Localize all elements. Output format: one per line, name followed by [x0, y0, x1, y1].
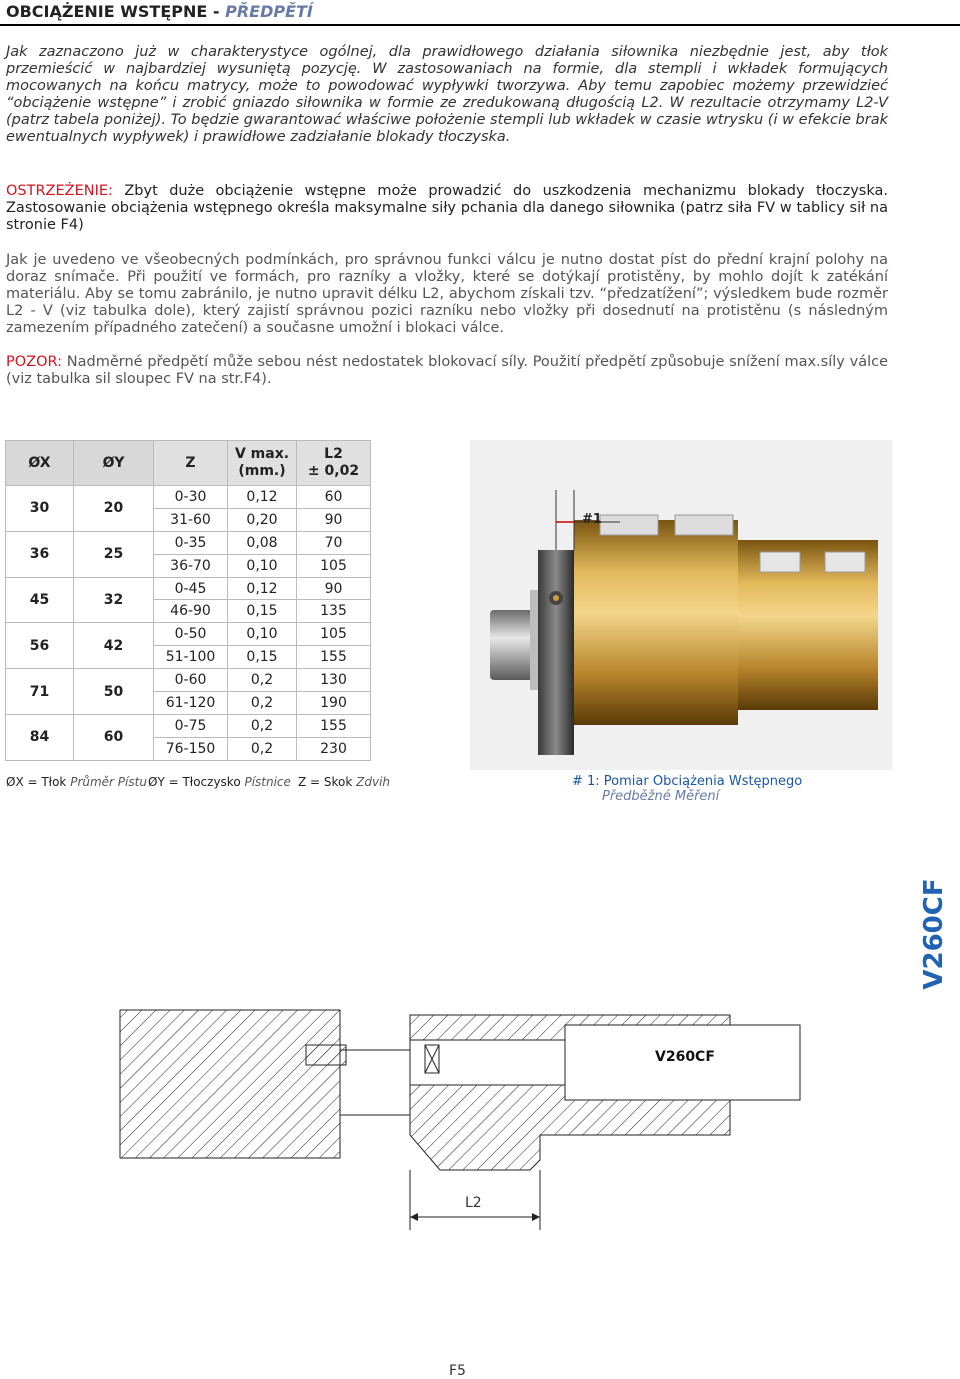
header-l2-line2: ± 0,02 [307, 463, 360, 479]
table-row [6, 531, 371, 554]
cell-piston-diameter: 56 [6, 623, 74, 669]
legend-oy [148, 775, 291, 789]
photo-caption [572, 774, 802, 804]
page-number: F5 [449, 1363, 466, 1379]
header-l2 [297, 441, 371, 486]
dim-label-l2: L2 [465, 1195, 482, 1211]
cell-vmax: 0,08 [228, 531, 297, 554]
cell-stroke: 51-100 [154, 646, 228, 669]
cell-stroke: 0-35 [154, 531, 228, 554]
cell-stroke: 0-30 [154, 486, 228, 509]
cell-piston-diameter: 45 [6, 577, 74, 623]
table-row [6, 669, 371, 692]
cell-piston-diameter: 84 [6, 714, 74, 760]
header-v-line1: V max. [234, 446, 290, 462]
warning-pl-label: OSTRZEŻENIE: [6, 183, 113, 199]
cell-rod-diameter: 50 [74, 669, 154, 715]
legend-z [298, 775, 390, 789]
cell-stroke: 61-120 [154, 692, 228, 715]
cell-l2: 90 [297, 577, 371, 600]
title-pl: OBCIĄŻENIE WSTĘPNE - [6, 2, 226, 21]
title-rule [0, 24, 960, 26]
warning-pl [6, 183, 888, 234]
warning-pl-text: Zbyt duże obciążenie wstępne może prowadzić do uszkodzenia mechanizmu blokady tłoczyska. Zastosowanie obciążenia wstępnego określa maksymalne siły pchania dla danego siłownika (patrz siła FV w tablicy sił na stronie F4) [6, 183, 888, 233]
cell-vmax: 0,2 [228, 692, 297, 715]
legend-z-cz: Zdvih [356, 775, 391, 789]
drawing-model-label: V260CF [655, 1049, 715, 1065]
legend-oy-cz: Pístnice [244, 775, 291, 789]
punch-pin [306, 1045, 346, 1065]
page-title [6, 2, 313, 21]
cell-vmax: 0,12 [228, 577, 297, 600]
header-v-line2: (mm.) [238, 463, 286, 479]
header-v [228, 441, 297, 486]
header-ox: ØX [6, 441, 74, 486]
cell-stroke: 46-90 [154, 600, 228, 623]
legend-ox [6, 775, 147, 789]
cell-rod-diameter: 42 [74, 623, 154, 669]
cell-l2: 105 [297, 623, 371, 646]
legend-z-label: Z = Skok [298, 775, 357, 789]
cell-stroke: 0-45 [154, 577, 228, 600]
header-oy: ØY [74, 441, 154, 486]
cell-piston-diameter: 36 [6, 531, 74, 577]
cell-vmax: 0,20 [228, 508, 297, 531]
cell-stroke: 31-60 [154, 508, 228, 531]
cell-piston-diameter: 71 [6, 669, 74, 715]
table-row [6, 486, 371, 509]
warning-cz-label: POZOR: [6, 354, 63, 370]
cell-l2: 155 [297, 646, 371, 669]
cell-vmax: 0,10 [228, 554, 297, 577]
cell-rod-diameter: 32 [74, 577, 154, 623]
table-header-row [6, 441, 371, 486]
cell-piston-diameter: 30 [6, 486, 74, 532]
technical-drawing [110, 985, 810, 1245]
cell-l2: 190 [297, 692, 371, 715]
cylinder-photo [470, 440, 892, 770]
cell-rod-diameter: 20 [74, 486, 154, 532]
intro-pl: Jak zaznaczono już w charakterystyce ogólnej, dla prawidłowego działania siłownika niezbędnie jest, aby tłok przemieścić w najbardziej wysuniętą pozycję. W zastosowaniach na formie, dla stempli i wkładek formujących mocowanych na końcu matrycy, może to powodować wypływki tworzywa. Aby temu zapobiec możemy przewidzieć “obciążenie wstępne” i zrobić gniazdo siłownika w formie ze zredukowaną długością L2. W rezultacie otrzymamy L2-V (patrz tabela poniżej). To będzie gwarantować właściwe położenie stempli lub wkładek w czasie wtrysku (i w efekcie brak ewentualnych wypływek) i prawidłowe zadziałanie blokady tłoczyska. [6, 44, 888, 145]
table-row [6, 577, 371, 600]
side-label [912, 880, 956, 988]
table-row [6, 714, 371, 737]
caption-pl: # 1: Pomiar Obciążenia Wstępnego [572, 774, 803, 789]
cell-vmax: 0,10 [228, 623, 297, 646]
cell-l2: 105 [297, 554, 371, 577]
cell-stroke: 0-60 [154, 669, 228, 692]
photo-marker: #1 [582, 512, 602, 527]
cell-stroke: 36-70 [154, 554, 228, 577]
cell-vmax: 0,15 [228, 600, 297, 623]
cell-vmax: 0,2 [228, 737, 297, 760]
legend-ox-cz: Průměr Pístu [70, 775, 147, 789]
cell-l2: 60 [297, 486, 371, 509]
warning-cz-text: Nadměrné předpětí může sebou nést nedostatek blokovací síly. Použití předpětí způsobuje snížení max.síly válce (viz tabulka sil sloupec FV na str.F4). [6, 354, 888, 387]
cell-l2: 130 [297, 669, 371, 692]
legend-ox-label: ØX = Tłok [6, 775, 71, 789]
cell-vmax: 0,2 [228, 714, 297, 737]
cell-stroke: 0-50 [154, 623, 228, 646]
caption-cz: Předběžné Měření [602, 789, 720, 804]
cell-stroke: 76-150 [154, 737, 228, 760]
preload-table [5, 440, 371, 761]
table-body [6, 486, 371, 761]
cell-vmax: 0,12 [228, 486, 297, 509]
cell-rod-diameter: 25 [74, 531, 154, 577]
cell-l2: 135 [297, 600, 371, 623]
cell-l2: 230 [297, 737, 371, 760]
intro-cz: Jak je uvedeno ve všeobecných podmínkách, pro správnou funkci válcu je nutno dostat píst do přední krajní polohy na doraz snímače. Při použití ve formách, pro razníky a vložky, které se dotýkají protistěny, by mohlo dojít k zatékání materiálu. Aby se tomu zabránilo, je nutno upravit délku L2, abychom získali tzv. “předzatížení”; výsledkem bude rozměr L2 - V (viz tabulka dole), který zajistí správnou pozici razníku nebo vložky při dosednutí na protistěnu (s následným zamezením případného zatečení) a současne umožní i blokaci válce. [6, 252, 888, 336]
title-cz: PŘEDPĚTÍ [225, 2, 313, 21]
legend-oy-label: ØY = Tłoczysko [148, 775, 245, 789]
table-row [6, 623, 371, 646]
cell-l2: 155 [297, 714, 371, 737]
mold-half-left [120, 1010, 340, 1158]
header-z: Z [154, 441, 228, 486]
punch-body [340, 1050, 410, 1115]
cell-stroke: 0-75 [154, 714, 228, 737]
cell-l2: 90 [297, 508, 371, 531]
side-label-text: V260CF [919, 878, 949, 990]
cell-vmax: 0,2 [228, 669, 297, 692]
cell-vmax: 0,15 [228, 646, 297, 669]
warning-cz [6, 354, 888, 388]
cell-rod-diameter: 60 [74, 714, 154, 760]
cell-l2: 70 [297, 531, 371, 554]
header-l2-line1: L2 [324, 446, 343, 462]
